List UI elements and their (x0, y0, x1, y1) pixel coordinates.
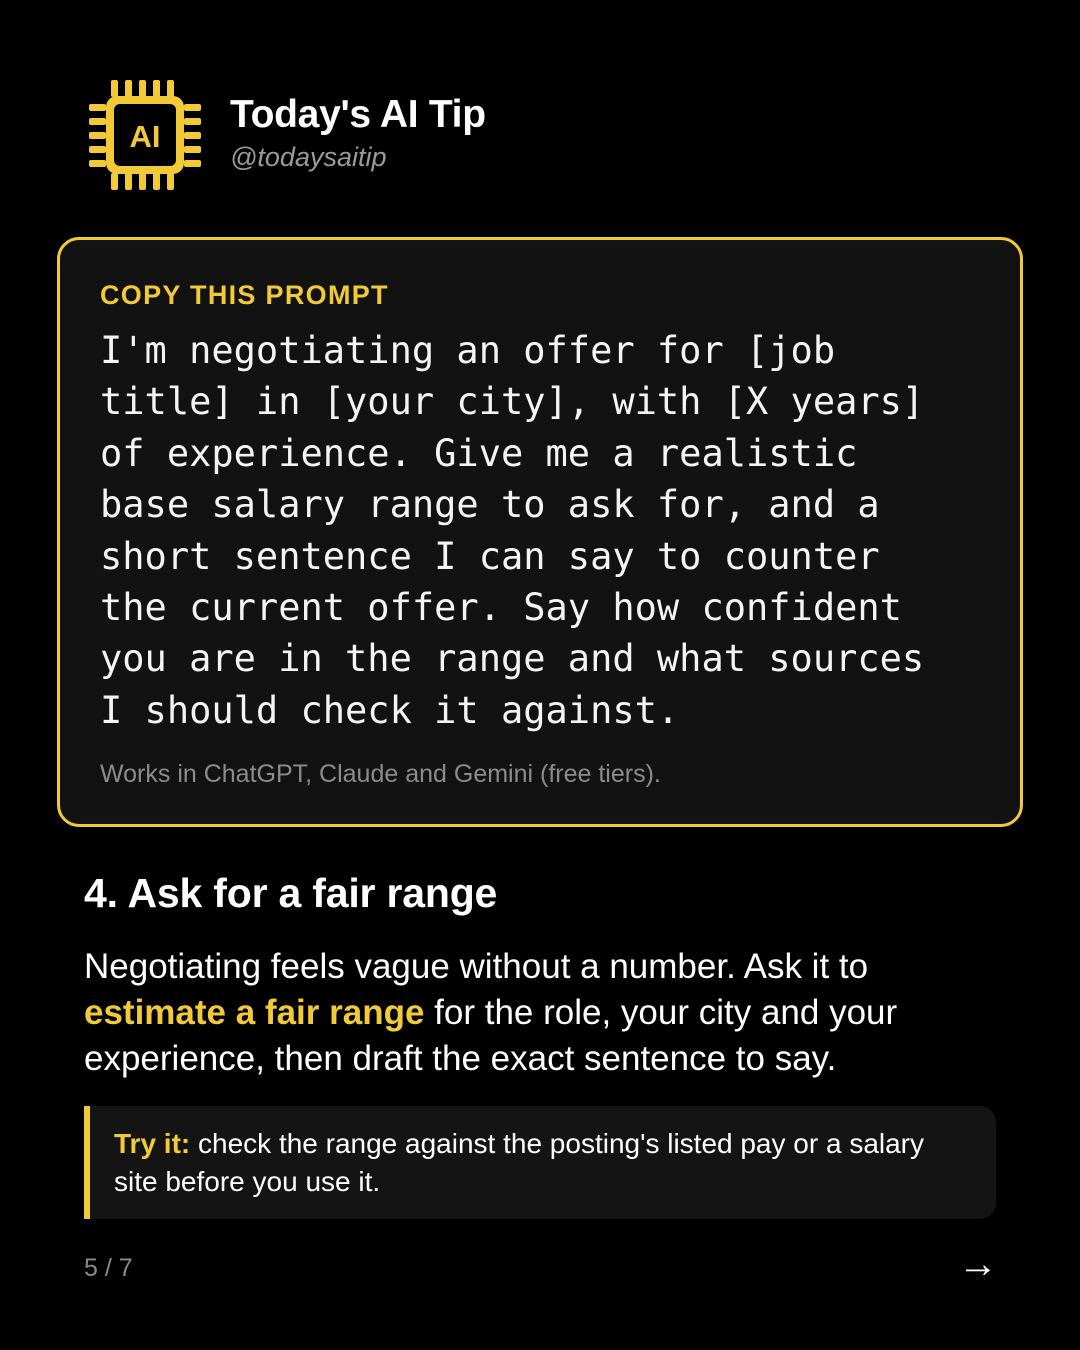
logo-text: AI (129, 119, 161, 154)
prompt-line: of experience. Give me a realistic (100, 431, 858, 475)
body-text-start: Negotiating feels vague without a number. Ask it to (84, 947, 869, 986)
section-title: 4. Ask for a fair range (84, 870, 498, 916)
prompt-card[interactable] (57, 237, 1023, 827)
try-it-callout (84, 1106, 996, 1219)
prompt-text[interactable] (100, 325, 980, 736)
header (86, 76, 486, 194)
tip-text (114, 1125, 972, 1201)
prompt-line: you are in the range and what sources (100, 637, 925, 681)
prompt-line: the current offer. Say how confident (100, 586, 902, 630)
page-indicator: 5 / 7 (84, 1254, 133, 1282)
brand-name: Today's AI Tip (230, 93, 486, 136)
ai-chip-icon (86, 76, 204, 194)
brand (230, 92, 486, 174)
body-text-end: for the role, your city and your experience, then draft the exact sentence to say. (84, 993, 898, 1078)
prompt-line: title] in [your city], with [X years] (100, 380, 925, 424)
tip-label: Try it: (114, 1128, 191, 1159)
arrow-right-icon[interactable]: → (958, 1242, 998, 1286)
section-body (84, 944, 984, 1082)
tip-body: check the range against the posting's listed pay or a salary site before you use it. (114, 1128, 925, 1197)
prompt-note: Works in ChatGPT, Claude and Gemini (free tiers). (100, 760, 661, 788)
prompt-line: I'm negotiating an offer for [job (100, 329, 836, 372)
brand-handle: @todaysaitip (230, 142, 387, 172)
prompt-kicker: COPY THIS PROMPT (100, 280, 389, 310)
prompt-line: base salary range to ask for, and a (100, 483, 880, 527)
prompt-line: short sentence I can say to counter (100, 534, 880, 578)
body-highlight: estimate a fair range (84, 993, 425, 1032)
prompt-line: I should check it against. (100, 688, 680, 732)
